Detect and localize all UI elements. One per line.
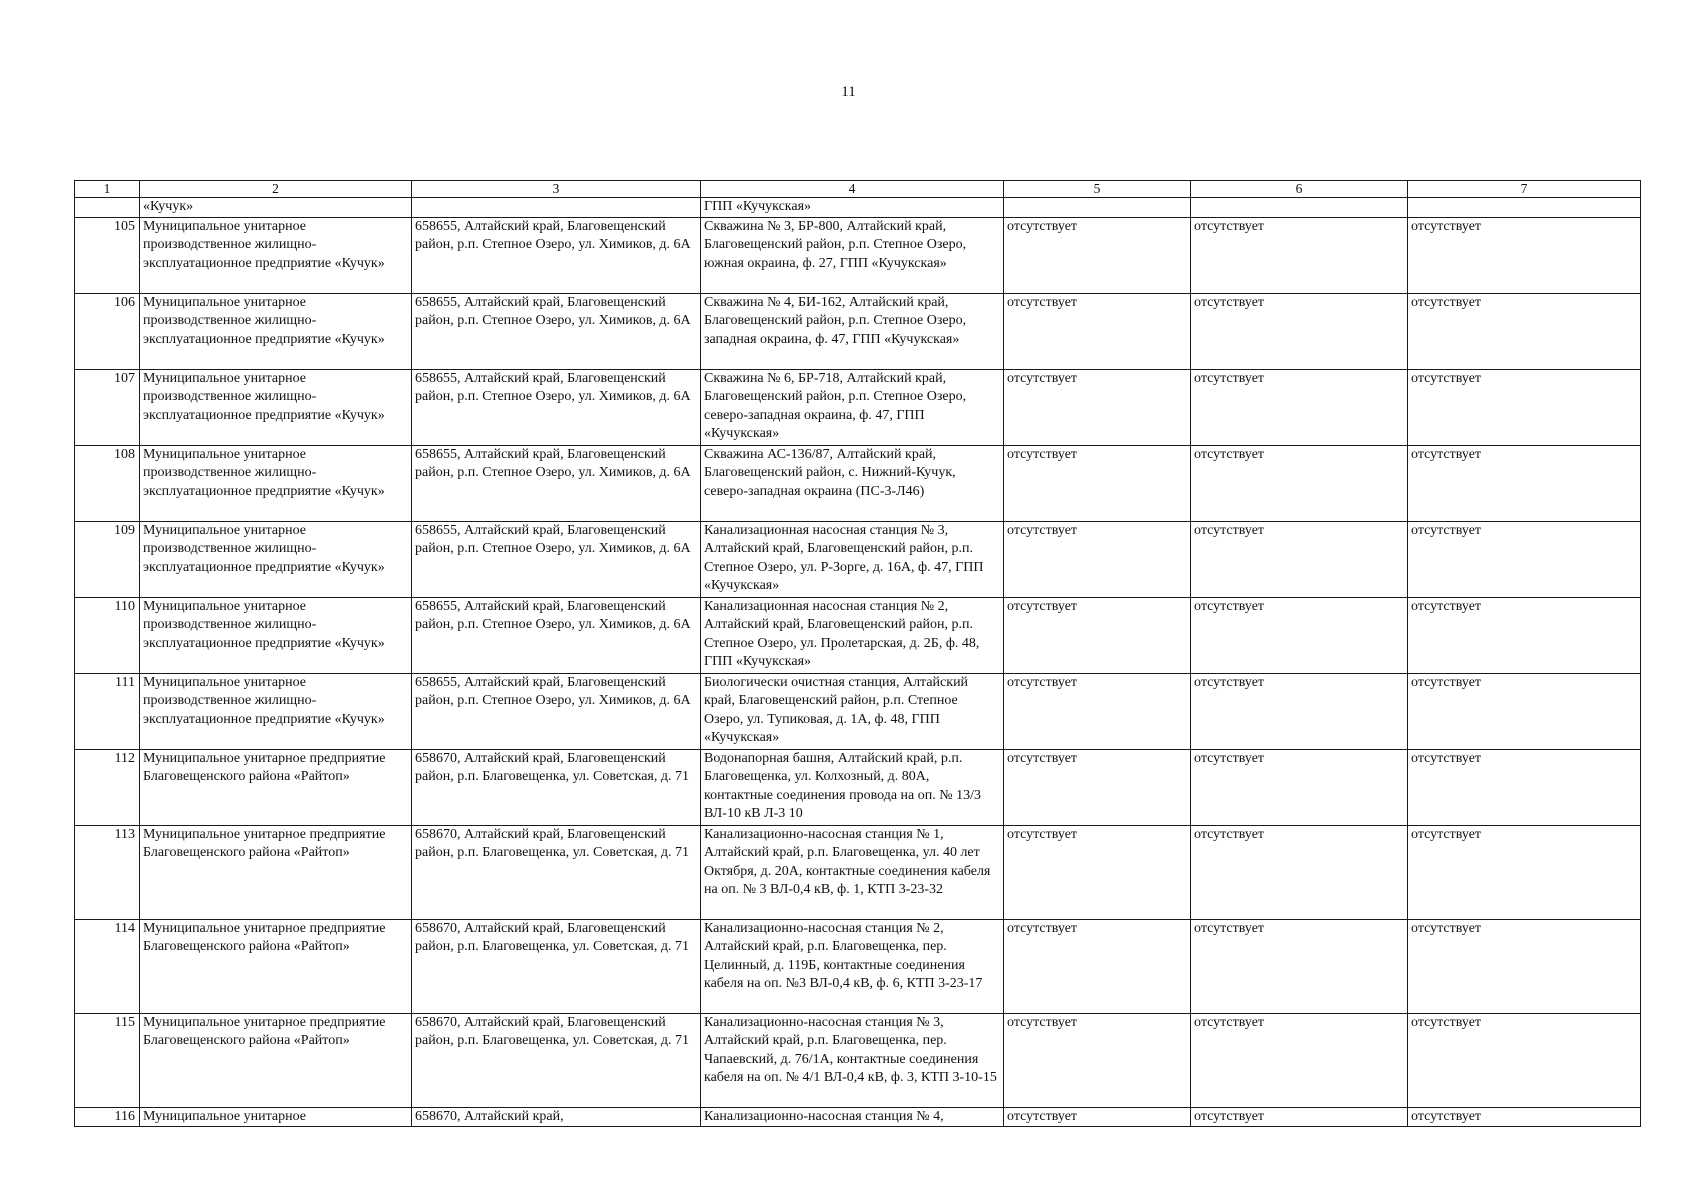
- cell-col6: отсутствует: [1191, 521, 1408, 597]
- cell-col6: отсутствует: [1191, 369, 1408, 445]
- cell-col6: отсутствует: [1191, 293, 1408, 369]
- cell-col7: [1408, 198, 1641, 218]
- cell-name: Муниципальное унитарное производственное жилищно-эксплуатационное предприятие «Кучук»: [140, 369, 412, 445]
- cell-num: 108: [75, 445, 140, 521]
- table-row: [75, 673, 1641, 749]
- cell-address: 658670, Алтайский край, Благовещенский район, р.п. Благовещенка, ул. Советская, д. 71: [412, 749, 701, 825]
- cell-col7: отсутствует: [1408, 217, 1641, 293]
- cell-col7: отсутствует: [1408, 445, 1641, 521]
- cell-col6: отсутствует: [1191, 1013, 1408, 1107]
- cell-name: Муниципальное унитарное предприятие Благовещенского района «Райтоп»: [140, 749, 412, 825]
- cell-col5: отсутствует: [1004, 521, 1191, 597]
- cell-object: Скважина № 3, БР-800, Алтайский край, Благовещенский район, р.п. Степное Озеро, южная окраина, ф. 27, ГПП «Кучукская»: [701, 217, 1004, 293]
- cell-col5: отсутствует: [1004, 825, 1191, 919]
- cell-name: «Кучук»: [140, 198, 412, 218]
- cell-name: Муниципальное унитарное производственное жилищно-эксплуатационное предприятие «Кучук»: [140, 521, 412, 597]
- cell-col5: [1004, 198, 1191, 218]
- cell-address: 658670, Алтайский край, Благовещенский район, р.п. Благовещенка, ул. Советская, д. 71: [412, 1013, 701, 1107]
- cell-col5: отсутствует: [1004, 1013, 1191, 1107]
- cell-num: 110: [75, 597, 140, 673]
- cell-object: Канализационно-насосная станция № 2, Алтайский край, р.п. Благовещенка, пер. Целинный, д. 119Б, контактные соединения кабеля на оп. №3 ВЛ-0,4 кВ, ф. 6, КТП 3-23-17: [701, 919, 1004, 1013]
- cell-col7: отсутствует: [1408, 521, 1641, 597]
- cell-num: 105: [75, 217, 140, 293]
- cell-col7: отсутствует: [1408, 673, 1641, 749]
- cell-name: Муниципальное унитарное предприятие Благовещенского района «Райтоп»: [140, 825, 412, 919]
- table-row: [75, 597, 1641, 673]
- cell-col6: отсутствует: [1191, 445, 1408, 521]
- cell-address: 658670, Алтайский край, Благовещенский район, р.п. Благовещенка, ул. Советская, д. 71: [412, 919, 701, 1013]
- table-row: [75, 293, 1641, 369]
- cell-object: Канализационно-насосная станция № 4,: [701, 1107, 1004, 1127]
- cell-col7: отсутствует: [1408, 597, 1641, 673]
- header-col-4: 4: [701, 181, 1004, 198]
- cell-col6: отсутствует: [1191, 919, 1408, 1013]
- cell-col6: отсутствует: [1191, 597, 1408, 673]
- table-row: [75, 521, 1641, 597]
- cell-object: ГПП «Кучукская»: [701, 198, 1004, 218]
- header-col-2: 2: [140, 181, 412, 198]
- cell-name: Муниципальное унитарное предприятие Благовещенского района «Райтоп»: [140, 919, 412, 1013]
- header-col-1: 1: [75, 181, 140, 198]
- cell-address: [412, 198, 701, 218]
- cell-col5: отсутствует: [1004, 597, 1191, 673]
- page-number: 11: [841, 84, 856, 100]
- registry-table: [74, 180, 1641, 1127]
- cell-num: [75, 198, 140, 218]
- table-row: [75, 369, 1641, 445]
- cell-col5: отсутствует: [1004, 369, 1191, 445]
- cell-address: 658655, Алтайский край, Благовещенский район, р.п. Степное Озеро, ул. Химиков, д. 6А: [412, 445, 701, 521]
- cell-col7: отсутствует: [1408, 293, 1641, 369]
- cell-object: Водонапорная башня, Алтайский край, р.п. Благовещенка, ул. Колхозный, д. 80А, контактные соединения провода на оп. № 13/3 ВЛ-10 кВ Л-3 10: [701, 749, 1004, 825]
- cell-col5: отсутствует: [1004, 673, 1191, 749]
- cell-object: Канализационно-насосная станция № 1, Алтайский край, р.п. Благовещенка, ул. 40 лет Октября, д. 20А, контактные соединения кабеля на оп. № 3 ВЛ-0,4 кВ, ф. 1, КТП 3-23-32: [701, 825, 1004, 919]
- cell-object: Канализационная насосная станция № 2, Алтайский край, Благовещенский район, р.п. Степное Озеро, ул. Пролетарская, д. 2Б, ф. 48, ГПП «Кучукская»: [701, 597, 1004, 673]
- cell-name: Муниципальное унитарное производственное жилищно-эксплуатационное предприятие «Кучук»: [140, 673, 412, 749]
- cell-col6: отсутствует: [1191, 749, 1408, 825]
- cell-address: 658655, Алтайский край, Благовещенский район, р.п. Степное Озеро, ул. Химиков, д. 6А: [412, 597, 701, 673]
- header-col-7: 7: [1408, 181, 1641, 198]
- cell-name: Муниципальное унитарное производственное жилищно-эксплуатационное предприятие «Кучук»: [140, 597, 412, 673]
- cell-num: 116: [75, 1107, 140, 1127]
- cell-col7: отсутствует: [1408, 825, 1641, 919]
- cell-object: Канализационно-насосная станция № 3, Алтайский край, р.п. Благовещенка, пер. Чапаевский, д. 76/1А, контактные соединения кабеля на оп. № 4/1 ВЛ-0,4 кВ, ф. 3, КТП 3-10-15: [701, 1013, 1004, 1107]
- cell-num: 106: [75, 293, 140, 369]
- cell-col6: отсутствует: [1191, 217, 1408, 293]
- cell-col7: отсутствует: [1408, 749, 1641, 825]
- cell-col5: отсутствует: [1004, 293, 1191, 369]
- cell-col5: отсутствует: [1004, 1107, 1191, 1127]
- cell-num: 109: [75, 521, 140, 597]
- cell-address: 658655, Алтайский край, Благовещенский район, р.п. Степное Озеро, ул. Химиков, д. 6А: [412, 673, 701, 749]
- cell-address: 658655, Алтайский край, Благовещенский район, р.п. Степное Озеро, ул. Химиков, д. 6А: [412, 369, 701, 445]
- cell-col5: отсутствует: [1004, 445, 1191, 521]
- cell-address: 658670, Алтайский край,: [412, 1107, 701, 1127]
- cell-object: Скважина № 4, БИ-162, Алтайский край, Благовещенский район, р.п. Степное Озеро, западная окраина, ф. 47, ГПП «Кучукская»: [701, 293, 1004, 369]
- cell-col7: отсутствует: [1408, 919, 1641, 1013]
- table-row: [75, 445, 1641, 521]
- cell-object: Биологически очистная станция, Алтайский край, Благовещенский район, р.п. Степное Озеро, ул. Тупиковая, д. 1А, ф. 48, ГПП «Кучукская»: [701, 673, 1004, 749]
- table-row: [75, 1107, 1641, 1127]
- cell-num: 112: [75, 749, 140, 825]
- cell-object: Канализационная насосная станция № 3, Алтайский край, Благовещенский район, р.п. Степное Озеро, ул. Р-Зорге, д. 16А, ф. 47, ГПП «Кучукская»: [701, 521, 1004, 597]
- header-col-6: 6: [1191, 181, 1408, 198]
- cell-col6: отсутствует: [1191, 825, 1408, 919]
- cell-num: 114: [75, 919, 140, 1013]
- cell-address: 658655, Алтайский край, Благовещенский район, р.п. Степное Озеро, ул. Химиков, д. 6А: [412, 217, 701, 293]
- cell-col5: отсутствует: [1004, 217, 1191, 293]
- cell-name: Муниципальное унитарное производственное жилищно-эксплуатационное предприятие «Кучук»: [140, 217, 412, 293]
- table-row: [75, 749, 1641, 825]
- cell-col7: отсутствует: [1408, 1013, 1641, 1107]
- table-row-continuation: [75, 198, 1641, 218]
- cell-num: 115: [75, 1013, 140, 1107]
- table-row: [75, 1013, 1641, 1107]
- cell-address: 658655, Алтайский край, Благовещенский район, р.п. Степное Озеро, ул. Химиков, д. 6А: [412, 293, 701, 369]
- cell-col6: отсутствует: [1191, 673, 1408, 749]
- cell-num: 113: [75, 825, 140, 919]
- cell-num: 107: [75, 369, 140, 445]
- cell-col7: отсутствует: [1408, 1107, 1641, 1127]
- cell-name: Муниципальное унитарное: [140, 1107, 412, 1127]
- table-row: [75, 217, 1641, 293]
- table-row: [75, 919, 1641, 1013]
- cell-num: 111: [75, 673, 140, 749]
- cell-col5: отсутствует: [1004, 749, 1191, 825]
- header-col-3: 3: [412, 181, 701, 198]
- cell-object: Скважина АС-136/87, Алтайский край, Благовещенский район, с. Нижний-Кучук, северо-западная окраина (ПС-3-Л46): [701, 445, 1004, 521]
- cell-name: Муниципальное унитарное производственное жилищно-эксплуатационное предприятие «Кучук»: [140, 293, 412, 369]
- cell-col5: отсутствует: [1004, 919, 1191, 1013]
- cell-name: Муниципальное унитарное производственное жилищно-эксплуатационное предприятие «Кучук»: [140, 445, 412, 521]
- cell-name: Муниципальное унитарное предприятие Благовещенского района «Райтоп»: [140, 1013, 412, 1107]
- cell-col7: отсутствует: [1408, 369, 1641, 445]
- cell-col6: [1191, 198, 1408, 218]
- cell-address: 658670, Алтайский край, Благовещенский район, р.п. Благовещенка, ул. Советская, д. 71: [412, 825, 701, 919]
- header-col-5: 5: [1004, 181, 1191, 198]
- cell-address: 658655, Алтайский край, Благовещенский район, р.п. Степное Озеро, ул. Химиков, д. 6А: [412, 521, 701, 597]
- header-row: [75, 181, 1641, 198]
- table-row: [75, 825, 1641, 919]
- cell-col6: отсутствует: [1191, 1107, 1408, 1127]
- cell-object: Скважина № 6, БР-718, Алтайский край, Благовещенский район, р.п. Степное Озеро, северо-западная окраина, ф. 47, ГПП «Кучукская»: [701, 369, 1004, 445]
